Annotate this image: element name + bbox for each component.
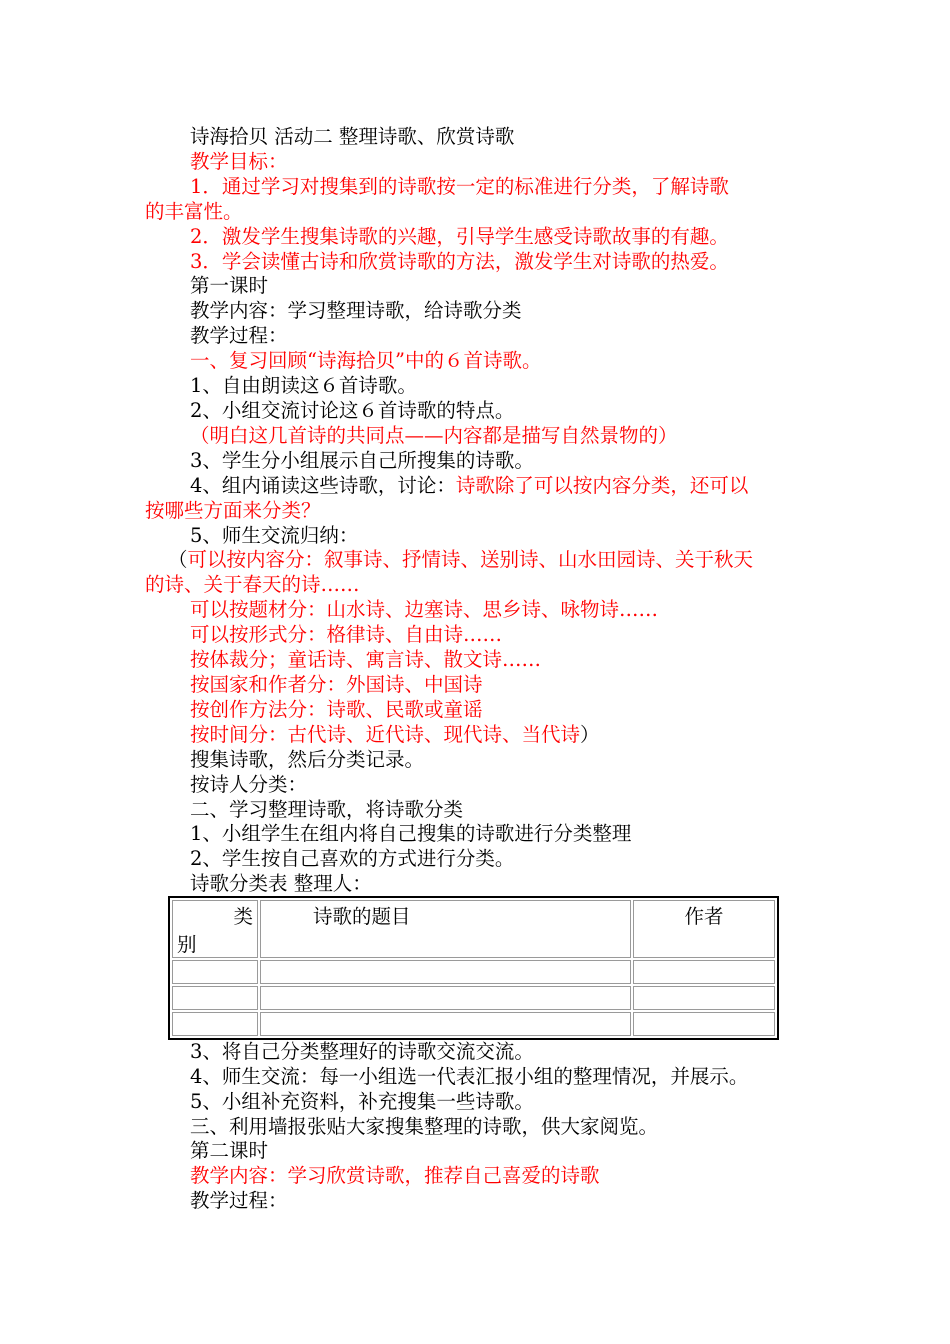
lesson-1-content: 教学内容：学习整理诗歌，给诗歌分类 [190, 299, 522, 322]
table-cell[interactable] [172, 986, 258, 1010]
goal-1-line-2: 的丰富性。 [145, 200, 243, 223]
table-cell[interactable] [172, 960, 258, 984]
collect-line: 搜集诗歌，然后分类记录。 [190, 748, 425, 771]
table-cell[interactable] [172, 1012, 258, 1036]
table-cell[interactable] [633, 986, 775, 1010]
step-2-item-4: 4、师生交流：每一小组选一代表汇报小组的整理情况，并展示。 [190, 1065, 749, 1088]
goal-3: 3．学会读懂古诗和欣赏诗歌的方法，激发学生对诗歌的热爱。 [190, 250, 729, 273]
step-2-item-2: 2、学生按自己喜欢的方式进行分类。 [190, 847, 515, 870]
table-cell[interactable] [260, 986, 631, 1010]
table-cell[interactable] [260, 960, 631, 984]
category-content: 可以按内容分：叙事诗、抒情诗、送别诗、山水田园诗、关于秋天 [187, 548, 754, 571]
goal-heading: 教学目标： [190, 150, 288, 173]
category-time-text: 按时间分：古代诗、近代诗、现代诗、当代诗 [190, 723, 581, 746]
category-time [190, 722, 855, 747]
category-content-line-1 [168, 547, 833, 572]
step-1-item-4-cont: 按哪些方面来分类？ [145, 499, 321, 522]
step-1-item-4-question: 诗歌除了可以按内容分类，还可以 [455, 474, 749, 497]
step-1-item-5: 5、师生交流归纳： [190, 524, 359, 547]
table-row [172, 960, 775, 984]
step-1-heading: 一、复习回顾“诗海拾贝”中的６首诗歌。 [190, 349, 542, 372]
goal-2: 2．激发学生搜集诗歌的兴趣，引导学生感受诗歌故事的有趣。 [190, 225, 729, 248]
header-category [172, 900, 258, 958]
category-content-line-2: 的诗、关于春天的诗…… [145, 573, 360, 596]
step-1-item-1: 1、自由朗读这６首诗歌。 [190, 374, 417, 397]
step-2-item-5: 5、小组补充资料，补充搜集一些诗歌。 [190, 1090, 534, 1113]
category-form: 可以按形式分：格律诗、自由诗…… [190, 623, 503, 646]
step-1-item-4 [190, 473, 855, 498]
header-title: 诗歌的题目 [260, 900, 631, 958]
table-caption: 诗歌分类表 整理人： [190, 872, 372, 895]
lesson-2-process: 教学过程： [190, 1189, 288, 1212]
lesson-2-heading: 第二课时 [190, 1139, 269, 1162]
step-2-heading: 二、学习整理诗歌，将诗歌分类 [190, 798, 464, 821]
lesson-1-heading: 第一课时 [190, 274, 269, 297]
step-2-item-3: 3、将自己分类整理好的诗歌交流交流。 [190, 1040, 534, 1063]
table-cell[interactable] [633, 960, 775, 984]
step-3-heading: 三、利用墙报张贴大家搜集整理的诗歌，供大家阅览。 [190, 1115, 659, 1138]
document-title: 诗海拾贝 活动二 整理诗歌、欣赏诗歌 [190, 125, 515, 148]
step-1-note: （明白这几首诗的共同点——内容都是描写自然景物的） [190, 424, 678, 447]
header-category-line-2: 别 [177, 933, 197, 956]
table-cell[interactable] [260, 1012, 631, 1036]
lesson-1-process: 教学过程： [190, 324, 288, 347]
category-country: 按国家和作者分：外国诗、中国诗 [190, 673, 483, 696]
table-header-row [172, 900, 775, 958]
goal-1-line-1: 1．通过学习对搜集到的诗歌按一定的标准进行分类，了解诗歌 [190, 175, 729, 198]
step-1-item-4-prefix: 4、组内诵读这些诗歌，讨论： [190, 474, 456, 497]
table-cell[interactable] [633, 1012, 775, 1036]
category-genre: 按体裁分；童话诗、寓言诗、散文诗…… [190, 648, 542, 671]
lesson-2-content: 教学内容：学习欣赏诗歌，推荐自己喜爱的诗歌 [190, 1164, 600, 1187]
step-1-item-3: 3、学生分小组展示自己所搜集的诗歌。 [190, 449, 534, 472]
step-1-item-2: 2、小组交流讨论这６首诗歌的特点。 [190, 399, 515, 422]
table-row [172, 986, 775, 1010]
step-2-item-1: 1、小组学生在组内将自己搜集的诗歌进行分类整理 [190, 822, 632, 845]
header-author: 作者 [633, 900, 775, 958]
category-subject: 可以按题材分：山水诗、边塞诗、思乡诗、咏物诗…… [190, 598, 659, 621]
table-row [172, 1012, 775, 1036]
open-paren: （ [168, 548, 188, 571]
category-method: 按创作方法分：诗歌、民歌或童谣 [190, 698, 483, 721]
poem-classification-table [168, 896, 779, 1040]
by-poet-line: 按诗人分类： [190, 773, 308, 796]
close-paren: ） [580, 723, 600, 746]
header-category-line-1: 类 [233, 905, 253, 928]
